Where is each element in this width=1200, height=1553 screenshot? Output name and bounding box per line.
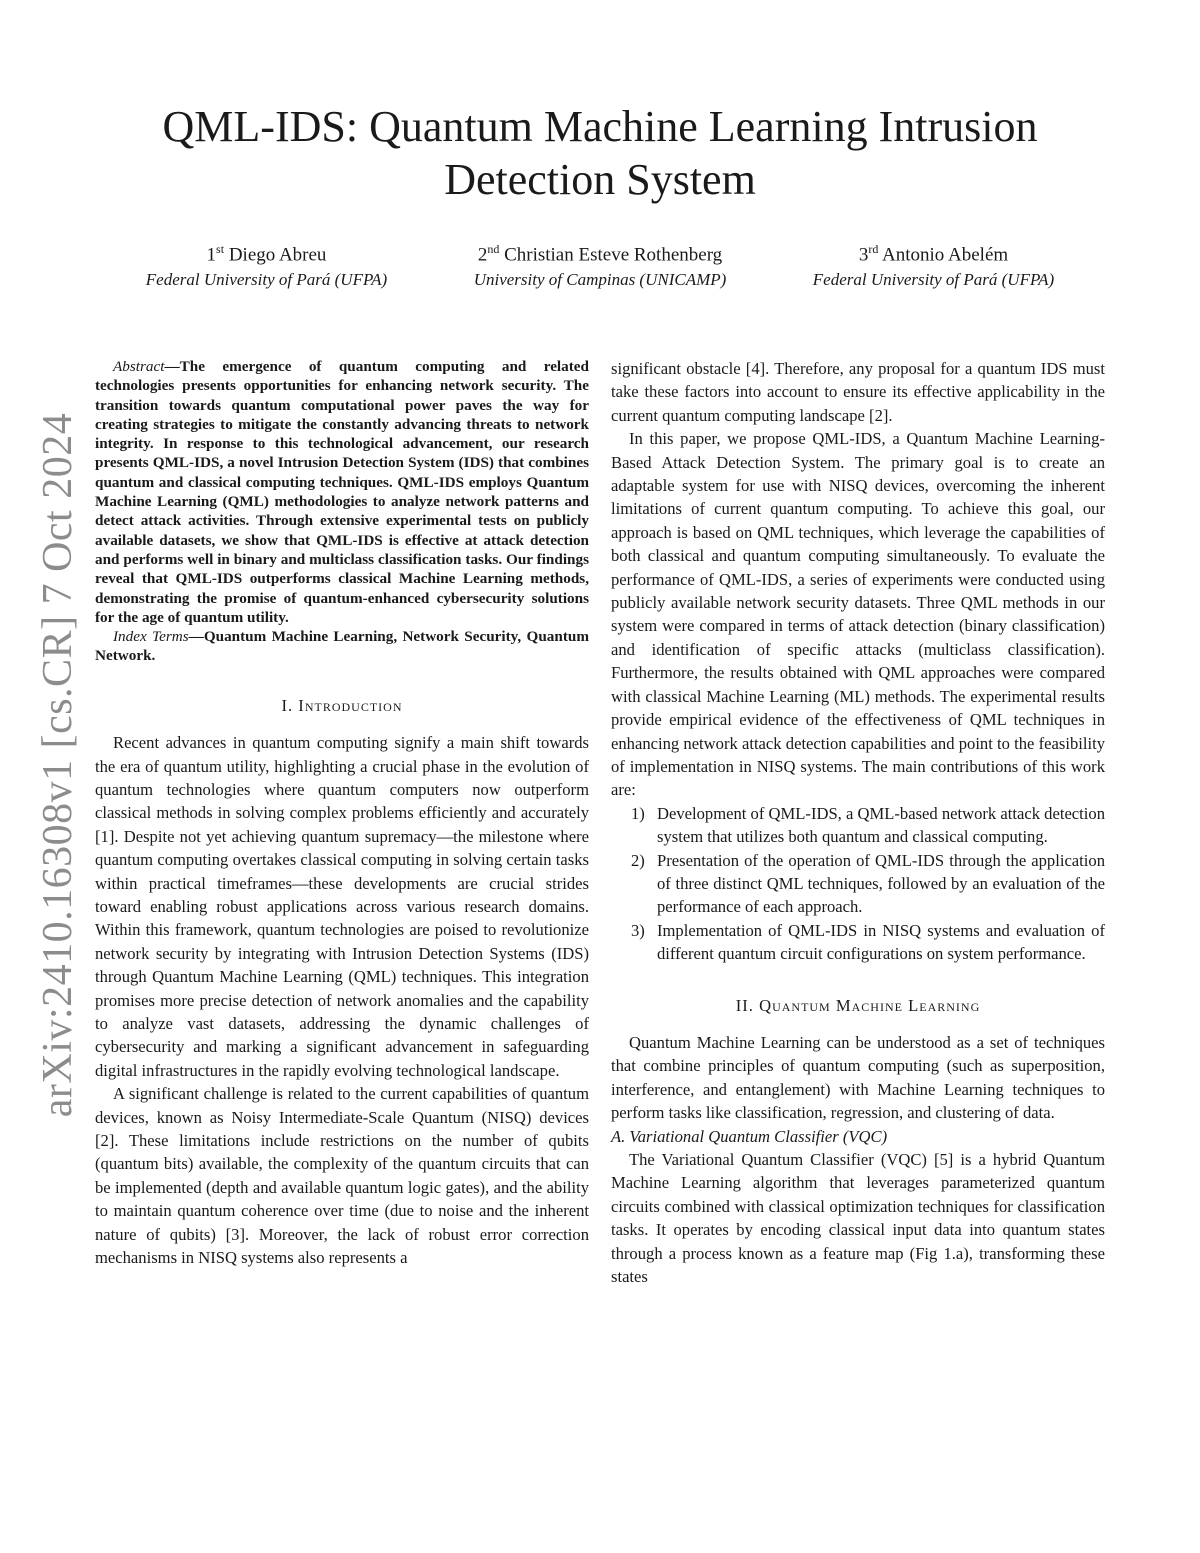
index-terms-label: Index Terms bbox=[113, 628, 189, 646]
author-affiliation: Federal University of Pará (UFPA) bbox=[812, 270, 1055, 290]
left-column bbox=[95, 357, 589, 1270]
author-ordinal-suffix: st bbox=[216, 242, 225, 256]
author-3 bbox=[767, 236, 1100, 292]
right-column bbox=[611, 357, 1105, 1288]
paper-title: QML-IDS: Quantum Machine Learning Intrusion Detection System bbox=[162, 102, 1038, 204]
list-item-number: 1) bbox=[631, 803, 645, 823]
author-ordinal: 3 bbox=[858, 244, 869, 266]
author-1 bbox=[100, 236, 433, 292]
subsection-heading-vqc: A. Variational Quantum Classifier (VQC) bbox=[611, 1126, 888, 1146]
intro-paragraph-3: In this paper, we propose QML-IDS, a Quantum Machine Learning-Based Attack Detection System. The primary goal is to create an adaptable system for use with NISQ devices, overcoming the inherent limitations of current quantum computing. To achieve this goal, our approach is based on QML techniques, which leverage the capabilities of both classical and quantum computing simultaneously. To evaluate the performance of QML-IDS, a series of experiments were conducted using publicly available network security datasets. Three QML methods in our system were compared in terms of attack detection (binary classification) and identification of specific attacks (multiclass classification). Furthermore, the results obtained with QML approaches were compared with classical Machine Learning (ML) methods. The experimental results provide empirical evidence of the effectiveness of QML techniques in enhancing network attack detection capabilities and point to the feasibility of implementation in NISQ systems. The main contributions of this work are: bbox=[611, 429, 1105, 800]
author-ordinal: 1 bbox=[206, 244, 217, 266]
list-item bbox=[611, 802, 1105, 849]
vqc-paragraph: The Variational Quantum Classifier (VQC) [5] is a hybrid Quantum Machine Learning algorithm that leverages parameterized quantum circuits combined with classical optimization techniques for classification tasks. It operates by encoding classical input data into quantum states through a process known as a feature map (Fig 1.a), transforming these states bbox=[611, 1150, 1105, 1287]
section-heading-qml: II. Quantum Machine Learning bbox=[735, 995, 981, 1015]
intro-paragraph-1: Recent advances in quantum computing signify a main shift towards the era of quantum utility, highlighting a crucial phase in the evolution of quantum technologies where quantum computers now outperform classical methods in solving complex problems efficiently and accurately [1]. Despite not yet achieving quantum supremacy—the milestone where quantum computing overtakes classical computing in solving certain tasks within practical timeframes—these developments are crucial strides toward enabling robust applications across various research domains. Within this framework, quantum technologies are poised to revolutionize network security by integrating with Intrusion Detection Systems (IDS) through Quantum Machine Learning (QML) techniques. This integration promises more precise detection of network anomalies and the capability to analyze vast datasets, addressing the dynamic challenges of cybersecurity and marking a significant advancement in safeguarding digital infrastructures in the rapidly evolving technological landscape. bbox=[95, 733, 589, 1080]
intro-continuation: significant obstacle [4]. Therefore, any proposal for a quantum IDS must take these factors into account to ensure its effective applicability in the current quantum computing landscape [2]. bbox=[611, 359, 1105, 425]
author-ordinal-suffix: rd bbox=[868, 242, 879, 256]
list-item bbox=[611, 919, 1105, 966]
author-affiliation: University of Campinas (UNICAMP) bbox=[473, 270, 727, 290]
author-block bbox=[100, 236, 1100, 292]
list-item-text: Presentation of the operation of QML-IDS through the application of three distinct QML techniques, followed by an evaluation of the performance of each approach. bbox=[657, 850, 1105, 917]
section-heading-introduction: I. Introduction bbox=[281, 695, 403, 715]
list-item-number: 3) bbox=[631, 920, 645, 940]
author-ordinal-suffix: nd bbox=[487, 242, 500, 256]
index-terms bbox=[95, 627, 589, 666]
list-item-number: 2) bbox=[631, 850, 645, 870]
abstract-label: Abstract bbox=[113, 358, 165, 375]
intro-paragraph-2: A significant challenge is related to the current capabilities of quantum devices, known as Noisy Intermediate-Scale Quantum (NISQ) devices [2]. These limitations include restrictions on the number of qubits (quantum bits) available, the complexity of the quantum circuits that can be implemented (depth and available quantum logic gates), and the ability to maintain quantum coherence over time (due to noise and the inherent nature of qubits) [3]. Moreover, the lack of robust error correction mechanisms in NISQ systems also represents a bbox=[95, 1084, 589, 1268]
abstract-text: —The emergence of quantum computing and related technologies presents opportunities for enhancing network security. The transition towards quantum computational power paves the way for creating strategies to mitigate the constantly advancing threats to network integrity. In response to this technological advancement, our research presents QML-IDS, a novel Intrusion Detection System (IDS) that combines quantum and classical computing techniques. QML-IDS employs Quantum Machine Learning (QML) methodologies to analyze network patterns and detect attack activities. Through extensive experimental tests on publicly available datasets, we show that QML-IDS is effective at attack detection and performs well in binary and multiclass classification tasks. Our findings reveal that QML-IDS outperforms classical Machine Learning methods, demonstrating the promise of quantum-enhanced cybersecurity solutions for the age of quantum utility. bbox=[95, 358, 589, 626]
author-name: Antonio Abelém bbox=[882, 244, 1009, 266]
abstract bbox=[95, 357, 589, 627]
author-ordinal: 2 bbox=[477, 244, 488, 266]
arxiv-stamp bbox=[18, 412, 98, 1118]
qml-paragraph: Quantum Machine Learning can be understood as a set of techniques that combine principles of quantum computing (such as superposition, interference, and entanglement) with Machine Learning techniques to perform tasks like classification, regression, and clustering of data. bbox=[611, 1032, 1105, 1123]
author-name: Diego Abreu bbox=[228, 244, 327, 266]
index-terms-text: —Quantum Machine Learning, Network Security, Quantum Network. bbox=[95, 628, 589, 665]
author-affiliation: Federal University of Pará (UFPA) bbox=[145, 270, 388, 290]
arxiv-stamp-text: arXiv:2410.16308v1 [cs.CR] 7 Oct 2024 bbox=[35, 412, 81, 1118]
author-2 bbox=[434, 236, 767, 292]
author-name: Christian Esteve Rothenberg bbox=[504, 244, 723, 266]
list-item bbox=[611, 849, 1105, 919]
list-item-text: Implementation of QML-IDS in NISQ systems and evaluation of different quantum circuit configurations on system performance. bbox=[657, 920, 1105, 964]
contributions-list bbox=[611, 802, 1105, 966]
list-item-text: Development of QML-IDS, a QML-based network attack detection system that utilizes both quantum and classical computing. bbox=[657, 803, 1105, 847]
